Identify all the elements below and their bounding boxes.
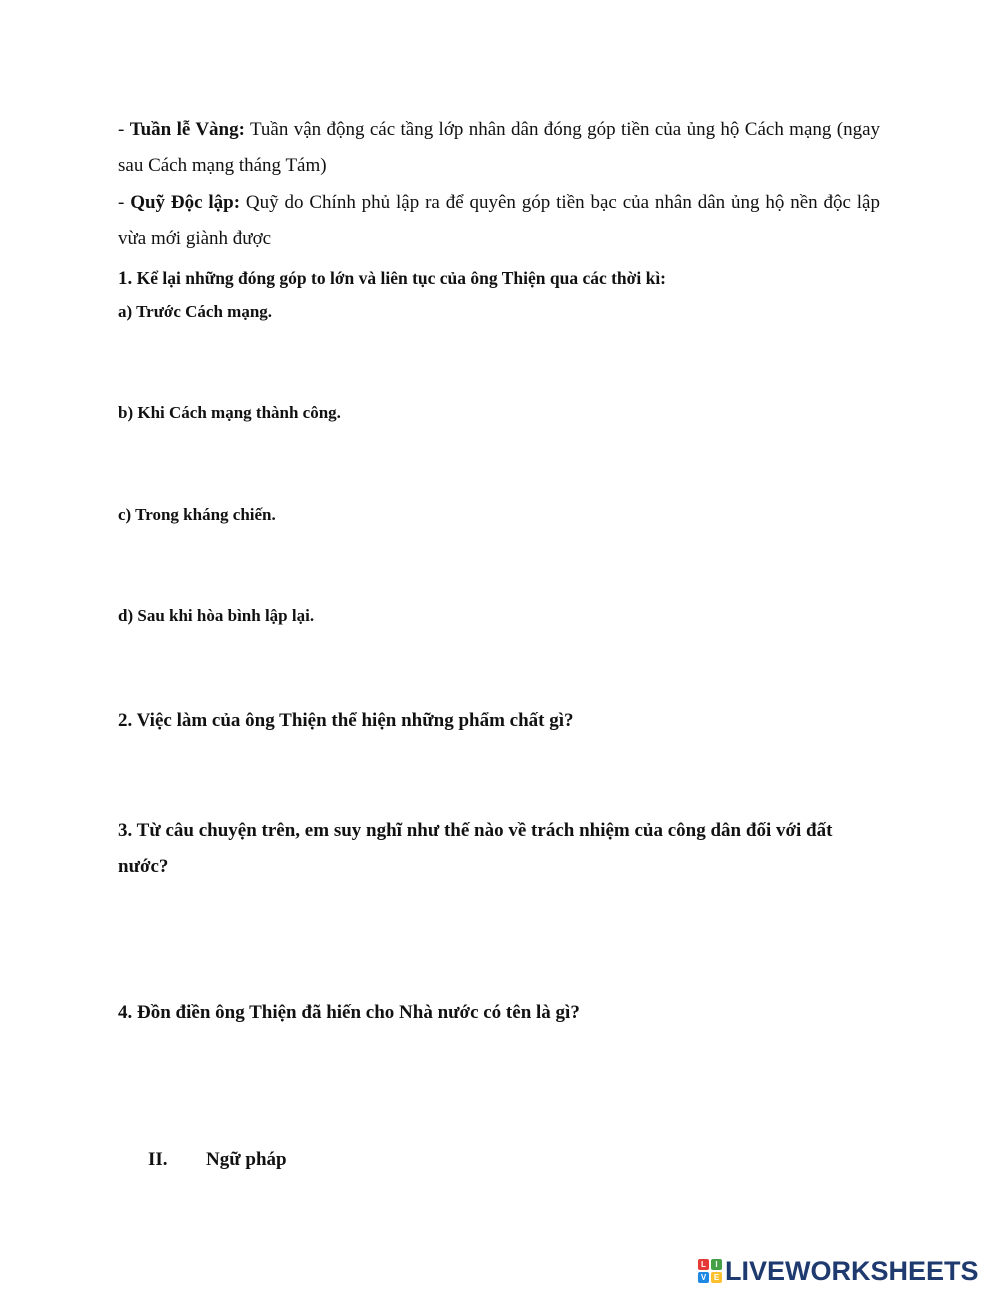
question-1-part-c: c) Trong kháng chiến. [118, 505, 276, 524]
question-number: 1. [118, 268, 133, 289]
question-3: 3. Từ câu chuyện trên, em suy nghĩ như thế nào về trách nhiệm của công dân đối với đất nước? [118, 820, 833, 877]
logo-block: V [698, 1272, 709, 1283]
definition-text: Quỹ do Chính phủ lập ra để quyên góp tiền bạc của nhân dân ủng hộ nền độc lập vừa mới giành được [118, 192, 880, 249]
question-1-part-d: d) Sau khi hòa bình lập lại. [118, 606, 315, 625]
definition-prefix: - [118, 119, 130, 140]
question-4: 4. Đồn điền ông Thiện đã hiến cho Nhà nước có tên là gì? [118, 1002, 580, 1023]
logo-block: L [698, 1259, 709, 1270]
section-title: Ngữ pháp [206, 1149, 287, 1170]
definition-tuan-le-vang [118, 112, 880, 184]
definition-quy-doc-lap [118, 185, 880, 257]
question-1-part-b: b) Khi Cách mạng thành công. [118, 403, 341, 422]
definition-term: Tuần lễ Vàng: [129, 119, 245, 140]
liveworksheets-logo [698, 1256, 979, 1286]
question-text: Kể lại những đóng góp to lớn và liên tục của ông Thiện qua các thời kì: [132, 268, 667, 288]
definition-term: Quỹ Độc lập: [130, 192, 241, 213]
question-1-part-a: a) Trước Cách mạng. [118, 302, 273, 321]
definition-text: Tuần vận động các tầng lớp nhân dân đóng góp tiền của ủng hộ Cách mạng (ngay sau Cách mạng tháng Tám) [118, 119, 881, 176]
definition-prefix: - [118, 192, 131, 213]
question-2: 2. Việc làm của ông Thiện thể hiện những phẩm chất gì? [118, 710, 574, 731]
question-1 [118, 266, 666, 291]
section-number: II. [148, 1149, 168, 1170]
logo-block: I [711, 1259, 722, 1270]
logo-block: E [711, 1272, 722, 1283]
logo-text: LIVEWORKSHEETS [725, 1256, 979, 1286]
logo-blocks-icon [698, 1259, 722, 1283]
